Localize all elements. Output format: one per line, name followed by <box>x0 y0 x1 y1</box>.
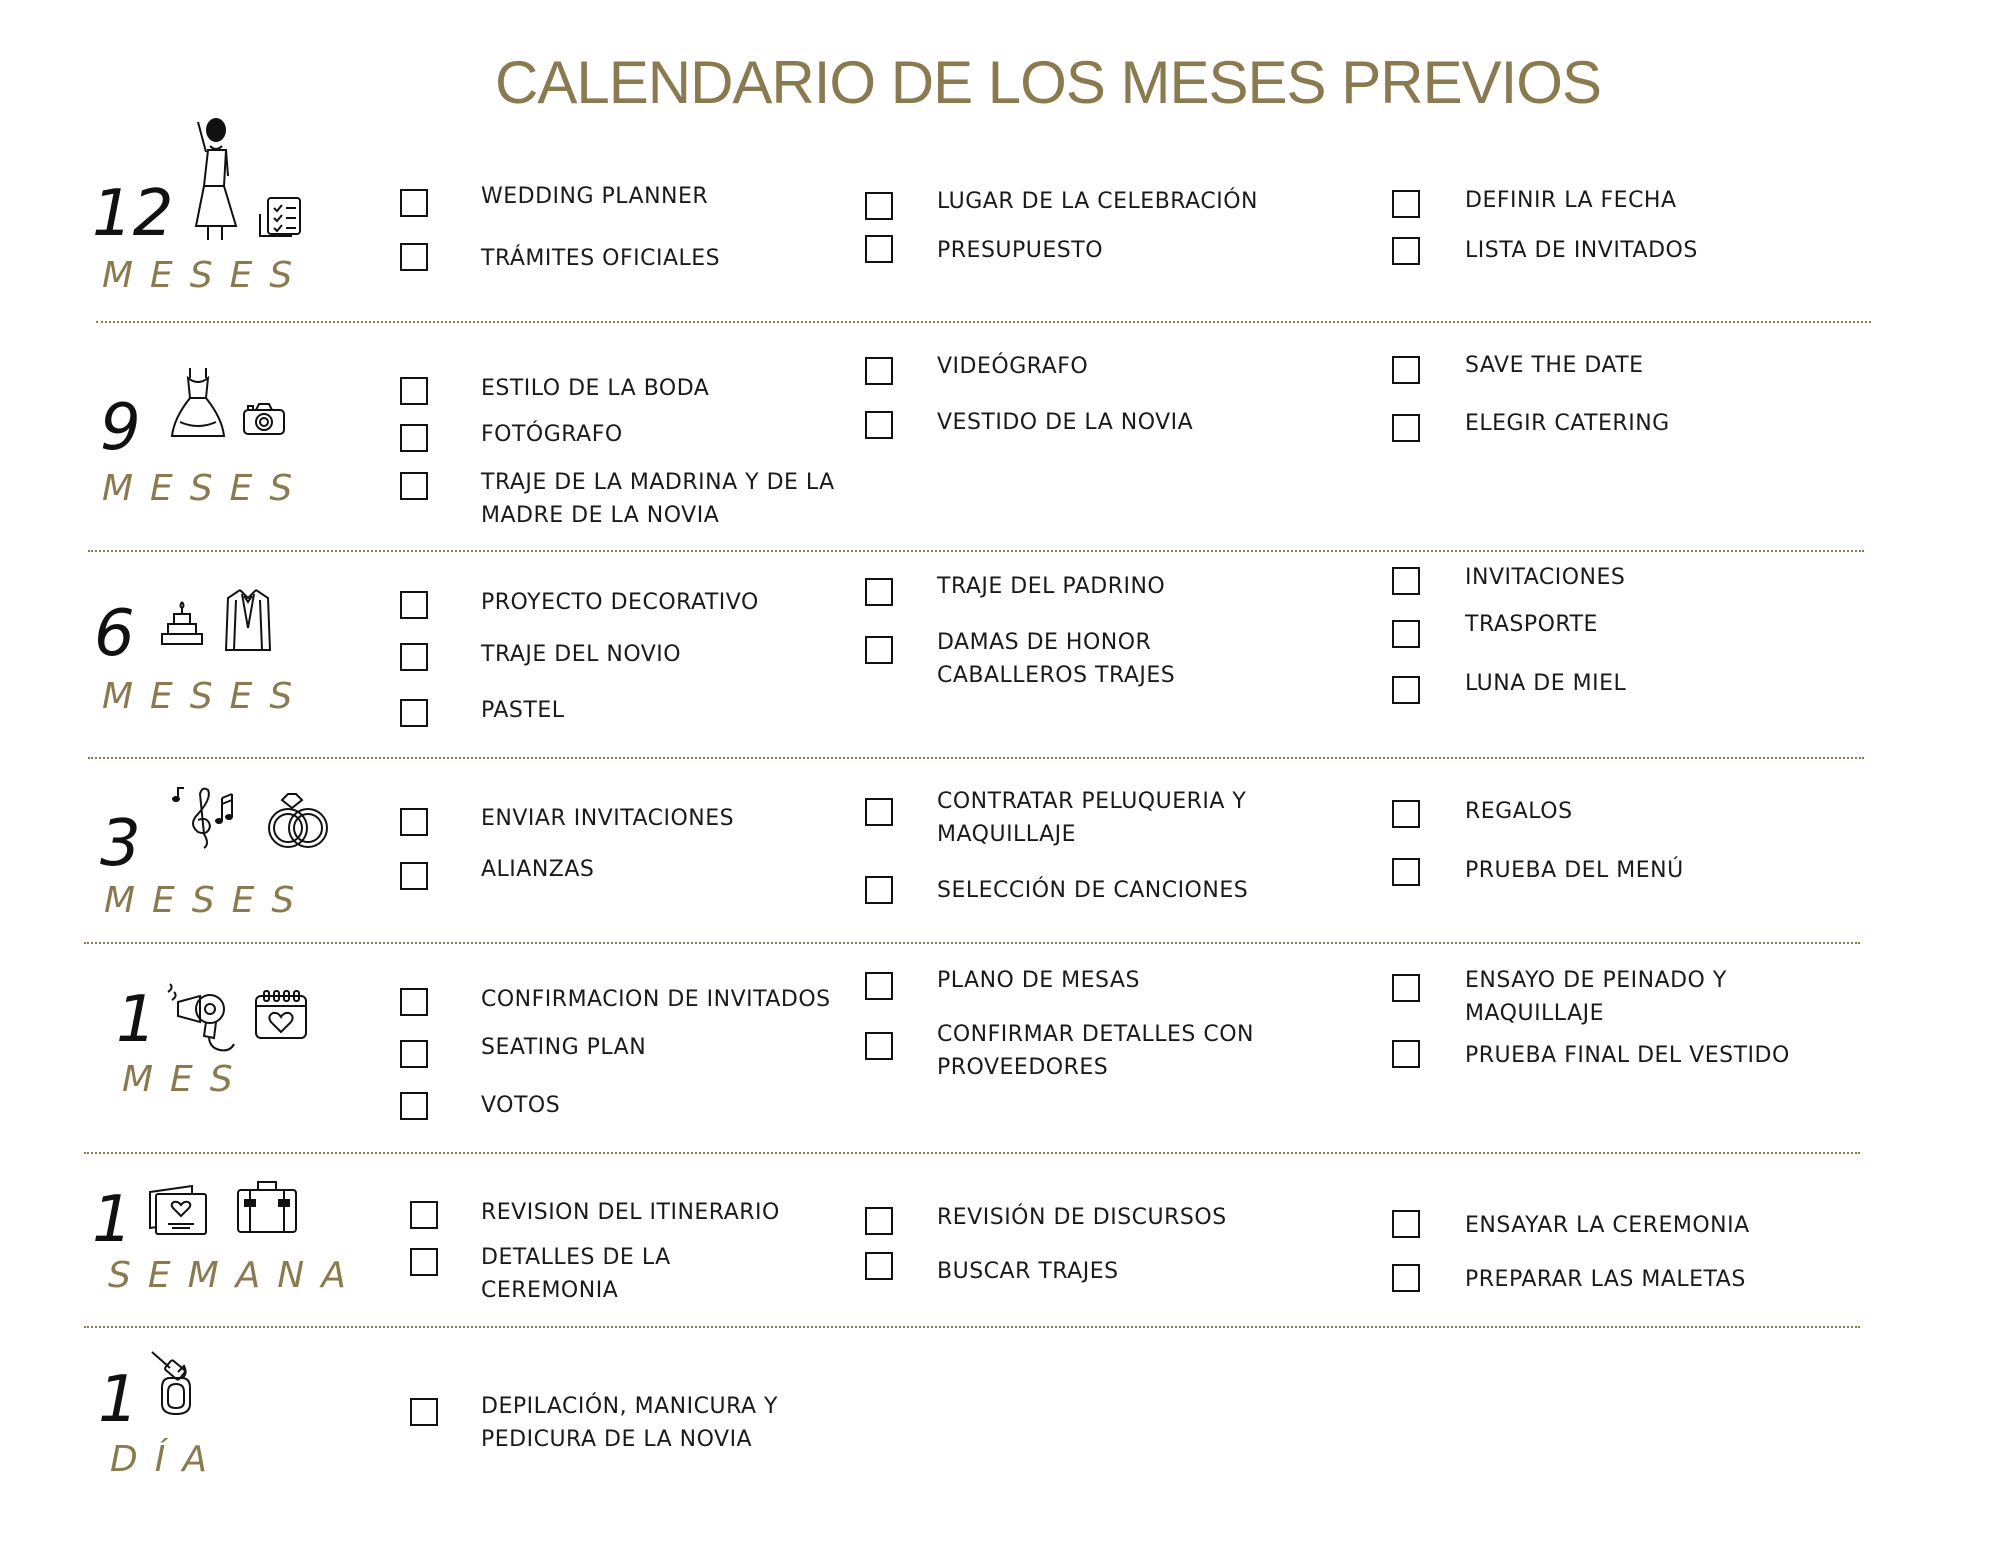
cake-icon <box>160 600 204 646</box>
task-checkbox[interactable] <box>400 643 428 671</box>
task-checkbox[interactable] <box>400 472 428 500</box>
task-label: REVISIÓN DE DISCURSOS <box>937 1205 1227 1230</box>
invitation-card-icon <box>148 1184 210 1236</box>
section-number: 1 <box>92 1183 133 1257</box>
task-checkbox[interactable] <box>400 591 428 619</box>
task-label: VIDEÓGRAFO <box>937 354 1089 379</box>
task-label: BUSCAR TRAJES <box>937 1259 1119 1284</box>
task-checkbox[interactable] <box>400 243 428 271</box>
section-unit: MESES <box>104 880 312 921</box>
task-label: PRESUPUESTO <box>937 238 1104 263</box>
page-title: CALENDARIO DE LOS MESES PREVIOS <box>495 49 1601 116</box>
task-label: DAMAS DE HONOR CABALLEROS TRAJES <box>937 630 1176 688</box>
task-checkbox[interactable] <box>1392 858 1420 886</box>
section-number: 1 <box>98 1363 139 1437</box>
task-checkbox[interactable] <box>865 357 893 385</box>
section-divider <box>84 1326 1860 1328</box>
task-label: CONFIRMAR DETALLES CON PROVEEDORES <box>937 1022 1255 1080</box>
task-label: PROYECTO DECORATIVO <box>481 590 759 615</box>
task-label: ELEGIR CATERING <box>1465 411 1670 436</box>
task-checkbox[interactable] <box>865 1207 893 1235</box>
section-unit: DÍA <box>110 1439 224 1480</box>
task-checkbox[interactable] <box>865 972 893 1000</box>
task-checkbox[interactable] <box>1392 190 1420 218</box>
bride-icon <box>188 116 248 244</box>
task-checkbox[interactable] <box>865 1032 893 1060</box>
task-checkbox[interactable] <box>400 377 428 405</box>
task-label: WEDDING PLANNER <box>481 184 709 209</box>
suit-icon <box>224 588 272 652</box>
task-label: SAVE THE DATE <box>1465 353 1644 378</box>
task-label: SEATING PLAN <box>481 1035 647 1060</box>
task-checkbox[interactable] <box>1392 620 1420 648</box>
task-checkbox[interactable] <box>865 578 893 606</box>
task-checkbox[interactable] <box>400 862 428 890</box>
task-checkbox[interactable] <box>410 1201 438 1229</box>
task-label: PLANO DE MESAS <box>937 968 1140 993</box>
section-number: 12 <box>92 177 174 251</box>
nail-polish-icon <box>148 1348 202 1416</box>
task-checkbox[interactable] <box>400 189 428 217</box>
suitcase-icon <box>236 1178 298 1234</box>
section-unit: MES <box>122 1059 250 1100</box>
task-checkbox[interactable] <box>865 235 893 263</box>
task-label: ENVIAR INVITACIONES <box>481 806 735 831</box>
task-checkbox[interactable] <box>865 411 893 439</box>
section-unit: MESES <box>102 468 310 509</box>
section-number: 1 <box>116 983 157 1057</box>
task-checkbox[interactable] <box>410 1248 438 1276</box>
section-unit: MESES <box>102 676 310 717</box>
task-checkbox[interactable] <box>410 1398 438 1426</box>
section-unit: SEMANA <box>108 1255 363 1296</box>
task-label: VOTOS <box>481 1093 561 1118</box>
task-label: PREPARAR LAS MALETAS <box>1465 1267 1746 1292</box>
task-checkbox[interactable] <box>865 1252 893 1280</box>
task-checkbox[interactable] <box>865 876 893 904</box>
task-label: ESTILO DE LA BODA <box>481 376 710 401</box>
wedding-rings-icon <box>264 792 332 850</box>
task-label: LISTA DE INVITADOS <box>1465 238 1698 263</box>
task-label: CONTRATAR PELUQUERIA Y MAQUILLAJE <box>937 789 1247 847</box>
camera-icon <box>242 402 286 436</box>
task-label: CONFIRMACION DE INVITADOS <box>481 987 831 1012</box>
hair-dryer-icon <box>164 982 238 1056</box>
section-divider <box>88 550 1864 552</box>
task-label: PASTEL <box>481 698 565 723</box>
task-checkbox[interactable] <box>1392 800 1420 828</box>
task-label: TRAJE DEL PADRINO <box>937 574 1166 599</box>
task-checkbox[interactable] <box>400 699 428 727</box>
task-checkbox[interactable] <box>1392 1210 1420 1238</box>
task-label: DEFINIR LA FECHA <box>1465 188 1677 213</box>
task-checkbox[interactable] <box>1392 676 1420 704</box>
task-checkbox[interactable] <box>400 988 428 1016</box>
task-label: LUGAR DE LA CELEBRACIÓN <box>937 189 1258 214</box>
task-checkbox[interactable] <box>865 192 893 220</box>
task-label: TRAJE DEL NOVIO <box>481 642 682 667</box>
task-checkbox[interactable] <box>1392 414 1420 442</box>
section-divider <box>96 321 1871 323</box>
task-checkbox[interactable] <box>400 1092 428 1120</box>
task-checkbox[interactable] <box>1392 1264 1420 1292</box>
task-label: FOTÓGRAFO <box>481 422 623 447</box>
wedding-dress-icon <box>170 366 226 438</box>
task-label: INVITACIONES <box>1465 565 1626 590</box>
task-label: ENSAYO DE PEINADO Y MAQUILLAJE <box>1465 968 1727 1026</box>
task-label: TRÁMITES OFICIALES <box>481 246 721 271</box>
task-checkbox[interactable] <box>1392 356 1420 384</box>
calendar-heart-icon <box>254 988 308 1040</box>
task-label: PRUEBA DEL MENÚ <box>1465 858 1684 883</box>
section-number: 9 <box>100 391 141 465</box>
task-checkbox[interactable] <box>400 424 428 452</box>
task-label: TRASPORTE <box>1465 612 1598 637</box>
task-label: SELECCIÓN DE CANCIONES <box>937 878 1249 903</box>
task-checkbox[interactable] <box>865 636 893 664</box>
music-notes-icon <box>172 784 242 850</box>
task-label: LUNA DE MIEL <box>1465 671 1627 696</box>
section-divider <box>88 757 1864 759</box>
section-unit: MESES <box>102 255 310 296</box>
task-checkbox[interactable] <box>1392 237 1420 265</box>
section-number: 3 <box>100 807 141 881</box>
task-checkbox[interactable] <box>1392 974 1420 1002</box>
section-divider <box>84 942 1860 944</box>
section-divider <box>84 1152 1860 1154</box>
task-label: DETALLES DE LA CEREMONIA <box>481 1245 671 1303</box>
section-number: 6 <box>94 597 135 671</box>
task-label: PRUEBA FINAL DEL VESTIDO <box>1465 1043 1790 1068</box>
task-checkbox[interactable] <box>1392 1040 1420 1068</box>
task-checkbox[interactable] <box>400 1040 428 1068</box>
task-checkbox[interactable] <box>400 808 428 836</box>
task-checkbox[interactable] <box>865 798 893 826</box>
task-checkbox[interactable] <box>1392 567 1420 595</box>
task-label: ENSAYAR LA CEREMONIA <box>1465 1213 1750 1238</box>
task-label: REVISION DEL ITINERARIO <box>481 1200 780 1225</box>
checklist-icon <box>258 196 304 240</box>
task-label: ALIANZAS <box>481 857 595 882</box>
task-label: REGALOS <box>1465 799 1573 824</box>
task-label: TRAJE DE LA MADRINA Y DE LA MADRE DE LA NOVIA <box>481 470 835 528</box>
task-label: DEPILACIÓN, MANICURA Y PEDICURA DE LA NOVIA <box>481 1394 778 1452</box>
task-label: VESTIDO DE LA NOVIA <box>937 410 1194 435</box>
